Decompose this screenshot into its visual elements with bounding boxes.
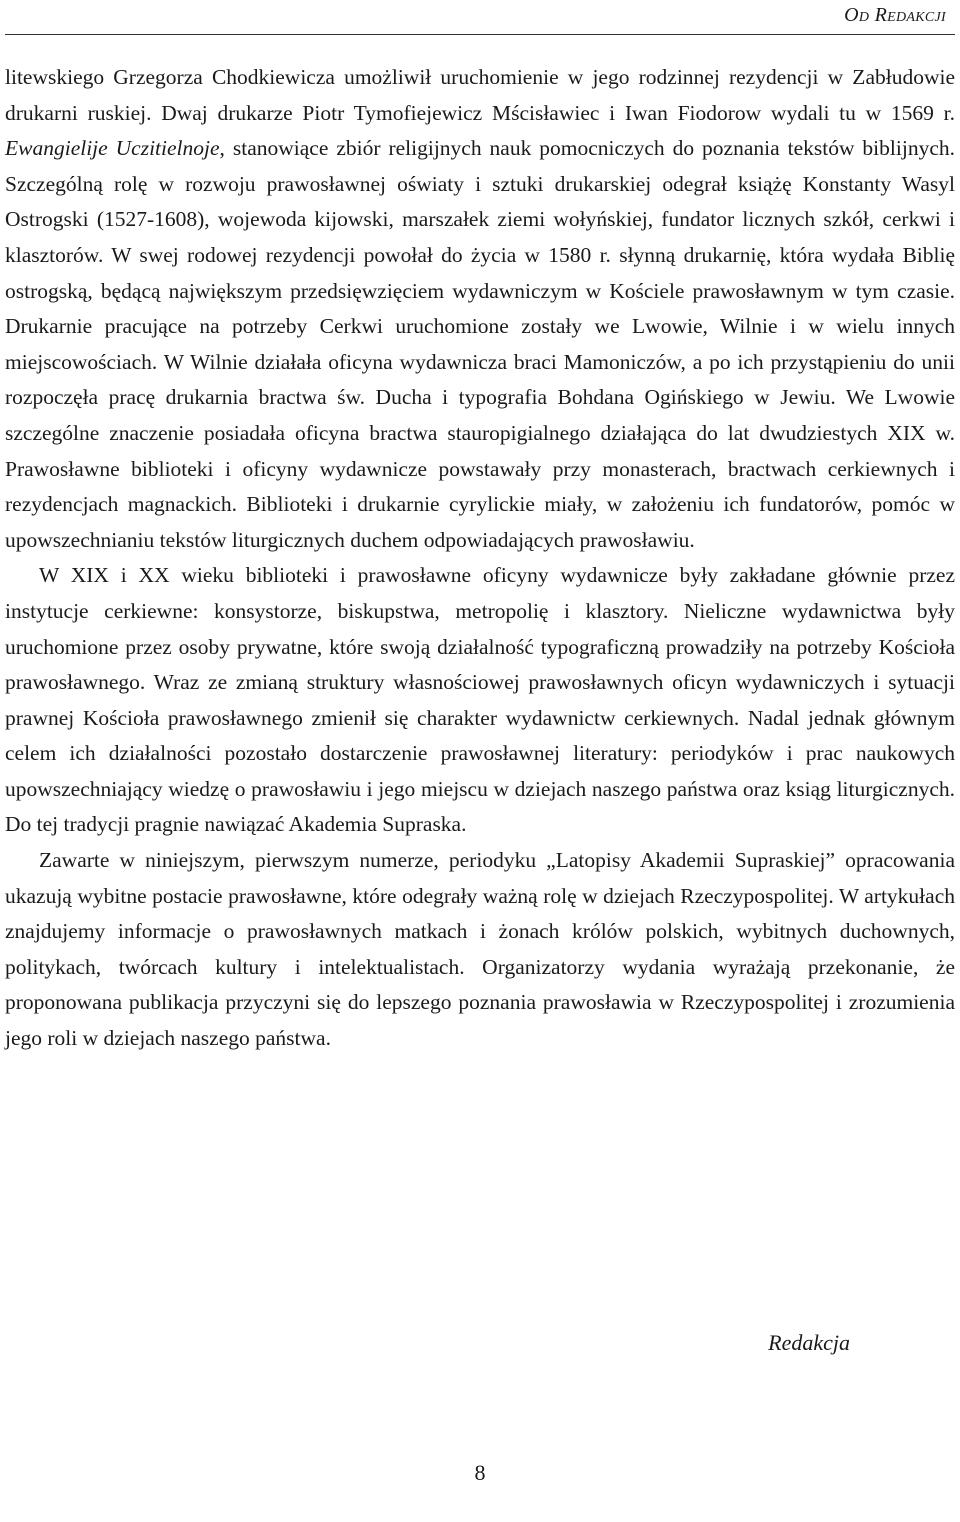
running-head [844, 4, 946, 27]
signature: Redakcja [768, 1330, 850, 1355]
paragraph [5, 60, 955, 558]
header-rule [5, 34, 955, 35]
article-body [5, 60, 955, 1057]
page-number: 8 [474, 1460, 486, 1485]
paragraph [5, 558, 955, 843]
paragraph-text: , stanowiące zbiór religijnych nauk pomocniczych do poznania tekstów biblijnych. Szczególną rolę w rozwoju prawosławnej oświaty i sztuki drukarskiej odegrał książę Konstanty Wasyl Ostrogski (1527-1608), wojewoda kijowski, marszałek ziemi wołyńskiej, fundator licznych szkół, cerkwi i klasztorów. W swej rodowej rezydencji powołał do życia w 1580 r. słynną drukarnię, która wydała Biblię ostrogską, będącą największym przedsięwzięciem wydawniczym w Kościele prawosławnym w tym czasie. Drukarnie pracujące na potrzeby Cerkwi uruchomione zostały we Lwowie, Wilnie i w wielu innych miejscowościach. W Wilnie działała oficyna wydawnicza braci Mamoniczów, a po ich przystąpieniu do unii rozpoczęła pracę drukarnia bractwa św. Ducha i typografia Bohdana Ogińskiego w Jewiu. We Lwowie szczególne znaczenie posiadała oficyna bractwa stauropigialnego działająca do lat dwudziestych XIX w. Prawosławne biblioteki i oficyny wydawnicze powstawały przy monasterach, bractwach cerkiewnych i rezydencjach magnackich. Biblioteki i drukarnie cyrylickie miały, w założeniu ich fundatorów, pomóc w upowszechnianiu tekstów liturgicznych duchem odpowiadających prawosławiu. [5, 136, 955, 552]
paragraph-text: W XIX i XX wieku biblioteki i prawosławne oficyny wydawnicze były zakładane głównie przez instytucje cerkiewne: konsystorze, biskupstwa, metropolię i klasztory. Nieliczne wydawnictwa były uruchomione przez osoby prywatne, które swoją działalność typograficzną prowadziły na potrzeby Kościoła prawosławnego. Wraz ze zmianą struktury własnościowej prawosławnych oficyn wydawniczych i sytuacji prawnej Kościoła prawosławnego zmienił się charakter wydawnictw cerkiewnych. Nadal jednak głównym celem ich działalności pozostało dostarczenie prawosławnej literatury: periodyków i prac naukowych upowszechniający wiedzę o prawosławiu i jego miejscu w dziejach naszego państwa oraz ksiąg liturgicznych. Do tej tradycji pragnie nawiązać Akademia Supraska. [5, 563, 955, 837]
paragraph [5, 843, 955, 1057]
italic-title-text: Ewangielije Uczitielnoje [5, 136, 220, 161]
paragraph-text: Zawarte w niniejszym, pierwszym numerze, periodyku „Latopisy Akademii Supraskiej” opracowania ukazują wybitne postacie prawosławne, które odegrały ważną rolę w dziejach Rzeczypospolitej. W artykułach znajdujemy informacje o prawosławnych matkach i żonach królów polskich, wybitnych duchownych, politykach, twórcach kultury i intelektualistach. Organizatorzy wydania wyrażają przekonanie, że proponowana publikacja przyczyni się do lepszego poznania prawosławia w Rzeczypospolitej i zrozumienia jego roli w dziejach naszego państwa. [5, 848, 955, 1051]
paragraph-text: litewskiego Grzegorza Chodkiewicza umożliwił uruchomienie w jego rodzinnej rezydencji w Zabłudowie drukarni ruskiej. Dwaj drukarze Piotr Tymofiejewicz Mścisławiec i Iwan Fiodorow wydali tu w 1569 r. [5, 65, 955, 125]
section-title: Od Redakcji [844, 4, 946, 26]
